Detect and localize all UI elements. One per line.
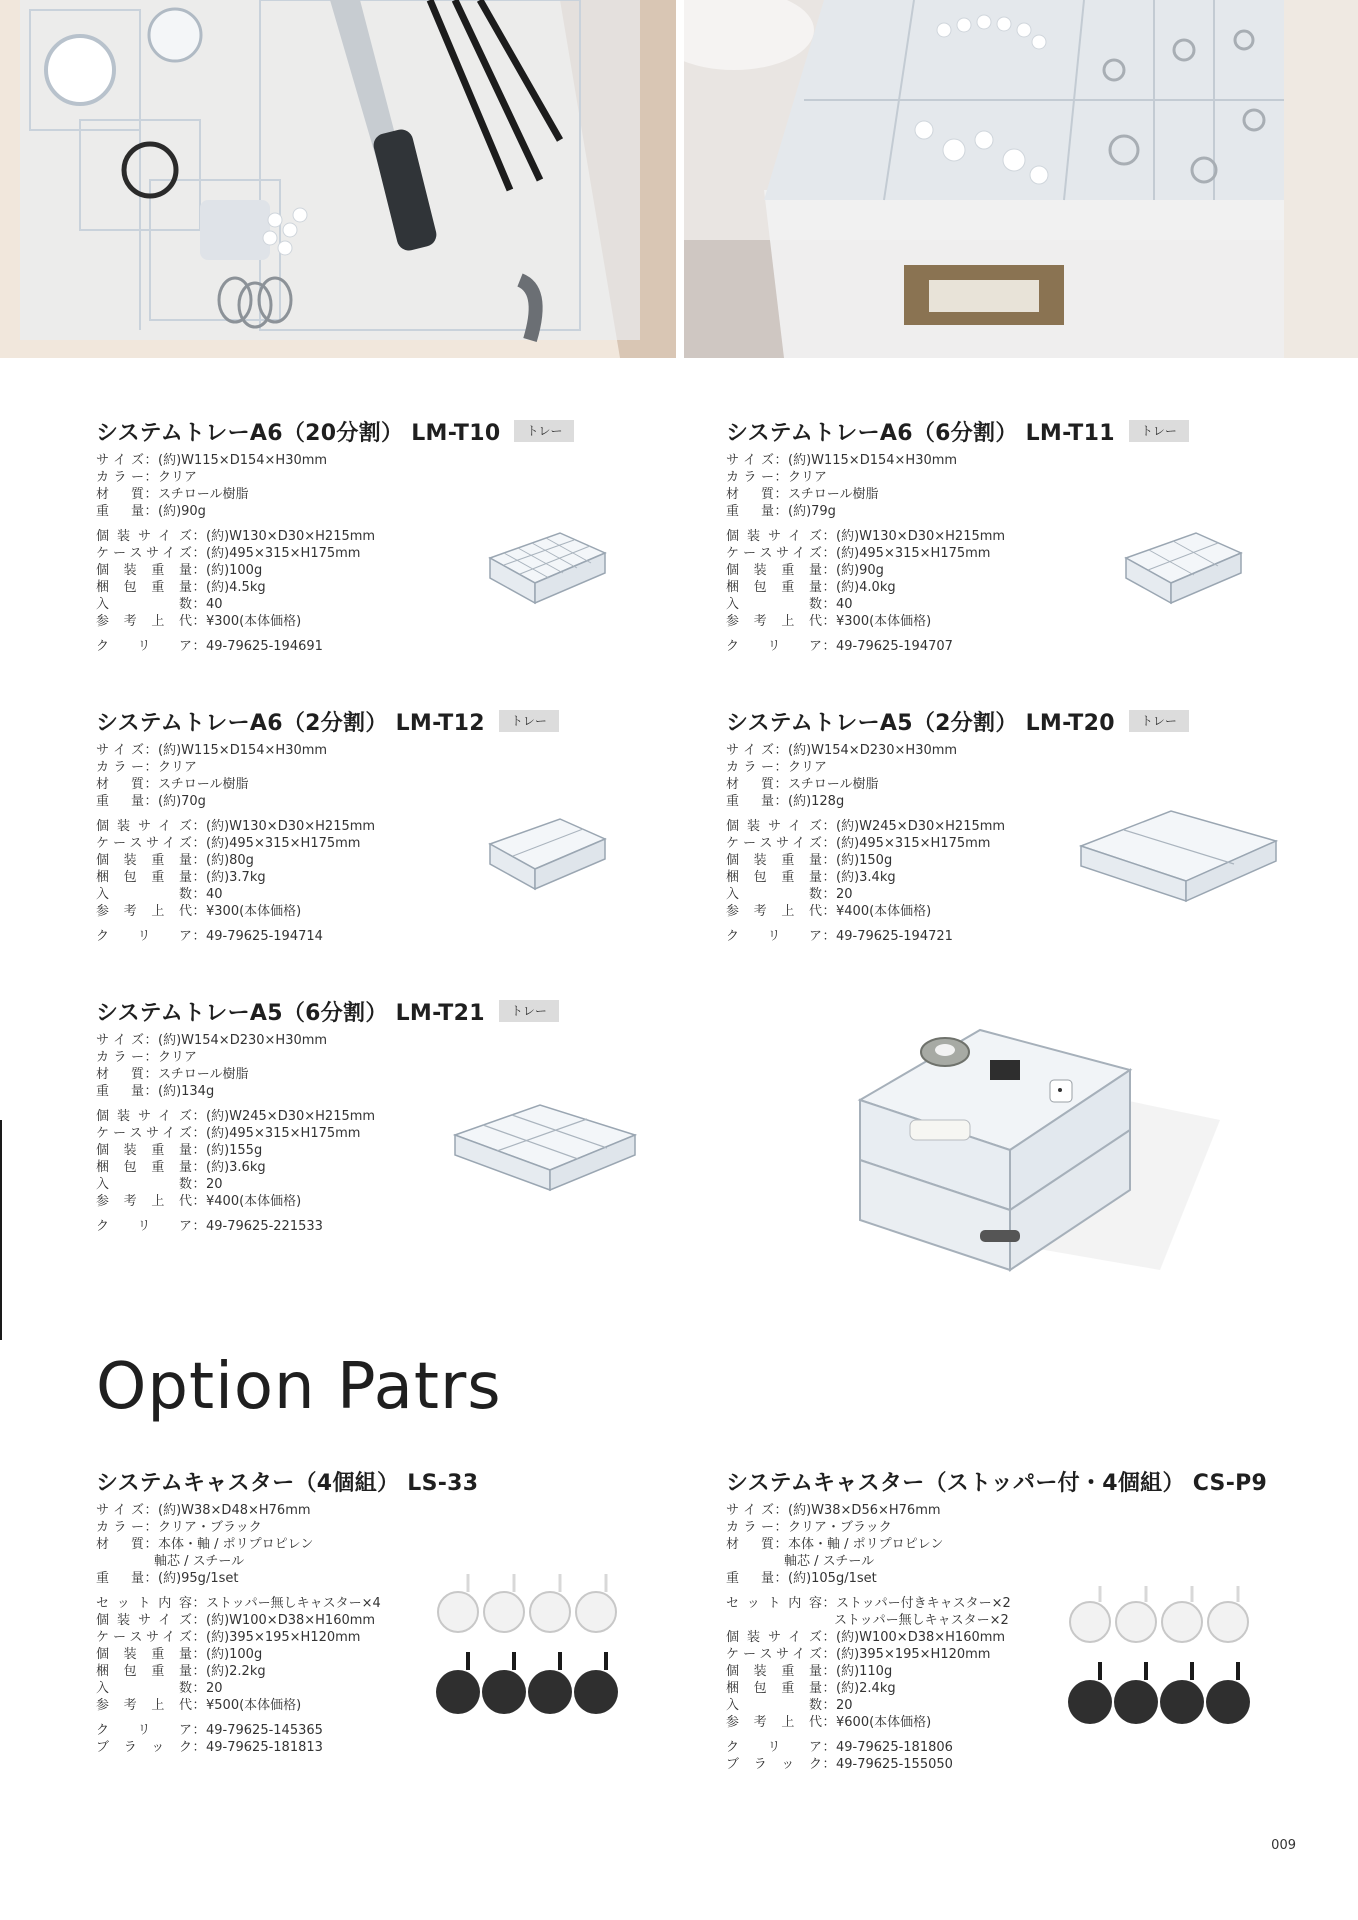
jan-code: 49-79625-181806 [836,1740,953,1755]
pack-label: セット内容 [726,1596,822,1611]
spec-value: (約)128g [788,794,845,809]
spec-label: サイズ [96,743,144,758]
spec-label: サイズ [726,453,774,468]
spec-value: (約)105g/1set [788,1571,877,1586]
pack-value: (約)80g [206,853,254,868]
pack-label: 入数 [96,887,192,902]
pack-value: 20 [206,1177,223,1192]
pack-label: ケースサイズ [96,836,192,851]
jan-code: 49-79625-145365 [206,1723,323,1738]
jan-label: ブラック [96,1740,192,1755]
pack-label: 参考上代 [96,614,192,629]
pack-value: (約)495×315×H175mm [836,836,991,851]
pack-value: 20 [836,887,853,902]
jan-label: クリア [96,1219,192,1234]
spec-value: (約)W38×D48×H76mm [158,1503,311,1518]
pack-label: 個装サイズ [96,819,192,834]
pack-label: ケースサイズ [726,546,822,561]
pack-label: 参考上代 [726,1715,822,1730]
spec-label: 重 量 [96,1084,144,1099]
spec-value: クリア・ブラック [158,1520,262,1535]
pack-value: (約)495×315×H175mm [206,836,361,851]
pack-label: 梱包重量 [726,580,822,595]
spec-label: カラー [96,760,144,775]
jan-code: 49-79625-194707 [836,639,953,654]
pack-label: ケースサイズ [726,836,822,851]
pack-value: (約)495×315×H175mm [206,1126,361,1141]
product-title: システムキャスター（ストッパー付・4個組） CS-P9 [726,1470,1268,1496]
spec-value: 軸芯 / スチール [784,1554,875,1569]
pack-value: ¥400(本体価格) [836,904,932,919]
pack-value: ストッパー無しキャスター×2 [834,1613,1009,1628]
stationery-drawer-image [0,0,676,358]
pack-value: (約)4.5kg [206,580,266,595]
spec-label: サイズ [96,1503,144,1518]
pack-value: (約)150g [836,853,893,868]
spec-label: カラー [96,470,144,485]
spec-value: スチロール樹脂 [158,487,249,502]
pack-label: 個装重量 [96,1143,192,1158]
pack-value: ¥300(本体価格) [836,614,932,629]
pack-label: 梱包重量 [96,580,192,595]
jewelry-drawer-image [684,0,1358,358]
pack-value: (約)W130×D30×H215mm [206,819,376,834]
spec-label: カラー [96,1050,144,1065]
pack-label: 梱包重量 [96,1664,192,1679]
jan-code: 49-79625-194714 [206,929,323,944]
spec-value: (約)W38×D56×H76mm [788,1503,941,1518]
spec-value: クリア [158,470,198,485]
pack-value: (約)3.4kg [836,870,896,885]
spec-list: サイズ ： (約)W115×D154×H30mm カラー ： クリア 材 質 ： スチロール樹脂 重 量 ： (約)90g 個装サイズ ： (約)W130×D30×H215mm ケースサイズ ： (約)495×315×H175mm 個装重量 ： (約)100g 梱包重量 ： (約)4.5kg 入数 ： 40 参考上代 ： ¥300(本体価格) クリア ： 49-79625-194691 [96,453,376,654]
pack-value: (約)3.7kg [206,870,266,885]
pack-label: 個装重量 [96,1647,192,1662]
pack-label: セット内容 [96,1596,192,1611]
product-title: システムトレーA6（6分割） LM-T11 [726,420,1115,446]
pack-label: 入数 [96,597,192,612]
pack-label: ケースサイズ [96,546,192,561]
pack-value: (約)2.2kg [206,1664,266,1679]
spec-label: 重 量 [726,504,774,519]
spec-value: 本体・軸 / ポリプロピレン [158,1537,314,1552]
pack-value: 40 [206,887,223,902]
spec-label: サイズ [96,1033,144,1048]
pack-value: ¥300(本体価格) [206,904,302,919]
pack-value: 20 [206,1681,223,1696]
spec-list: サイズ ： (約)W154×D230×H30mm カラー ： クリア 材 質 ： スチロール樹脂 重 量 ： (約)128g 個装サイズ ： (約)W245×D30×H215mm ケースサイズ ： (約)495×315×H175mm 個装重量 ： (約)150g 梱包重量 ： (約)3.4kg 入数 ： 20 参考上代 ： ¥400(本体価格) クリア ： 49-79625-194721 [726,743,1006,944]
pack-label: 梱包重量 [96,1160,192,1175]
pack-value: ¥400(本体価格) [206,1194,302,1209]
spec-list: サイズ ： (約)W115×D154×H30mm カラー ： クリア 材 質 ： スチロール樹脂 重 量 ： (約)79g 個装サイズ ： (約)W130×D30×H215mm ケースサイズ ： (約)495×315×H175mm 個装重量 ： (約)90g 梱包重量 ： (約)4.0kg 入数 ： 40 参考上代 ： ¥300(本体価格) クリア ： 49-79625-194707 [726,453,1006,654]
drawer-photo-right [684,0,1358,358]
spec-label: 重 量 [96,504,144,519]
pack-label: 入数 [726,887,822,902]
pack-label: 個装重量 [726,1664,822,1679]
margin-rule [0,1120,2,1340]
section-title: Option Patrs [96,1350,502,1424]
tray-2-grid-image [480,814,610,892]
pack-value: (約)W100×D38×H160mm [206,1613,376,1628]
pack-value: ストッパー付きキャスター×2 [836,1596,1011,1611]
stacked-trays-image [830,1010,1230,1280]
pack-label: 参考上代 [96,1698,192,1713]
pack-label: 個装サイズ [96,1613,192,1628]
pack-label: ケースサイズ [726,1647,822,1662]
pack-value: (約)2.4kg [836,1681,896,1696]
spec-value: スチロール樹脂 [788,487,879,502]
spec-value: スチロール樹脂 [788,777,879,792]
jan-code: 49-79625-194691 [206,639,323,654]
category-tag: トレー [499,710,559,732]
pack-label: 参考上代 [96,904,192,919]
product-title: システムトレーA6（2分割） LM-T12 [96,710,485,736]
spec-value: (約)W115×D154×H30mm [158,743,328,758]
pack-label: 個装サイズ [726,1630,822,1645]
jan-label: ブラック [726,1757,822,1772]
pack-label: 個装サイズ [726,819,822,834]
spec-list: サイズ ： (約)W38×D48×H76mm カラー ： クリア・ブラック 材 質 ： 本体・軸 / ポリプロピレン 軸芯 / スチール 重 量 ： (約)95g/1set セット内容 ： ストッパー無しキャスター×4 個装サイズ ： (約)W100×D38×H160mm ケースサイズ ： (約)395×195×H120mm 個装重量 ： (約)100g 梱包重量 ： (約)2.2kg 入数 ： 20 参考上代 ： ¥500(本体価格) クリア ： 49-79625-145365 ブラック ： 49-79625-181813 [96,1503,381,1755]
spec-label: 重 量 [726,794,774,809]
spec-value: 軸芯 / スチール [154,1554,245,1569]
pack-value: (約)495×315×H175mm [206,546,361,561]
pack-value: (約)155g [206,1143,263,1158]
spec-list: サイズ ： (約)W38×D56×H76mm カラー ： クリア・ブラック 材 質 ： 本体・軸 / ポリプロピレン 軸芯 / スチール 重 量 ： (約)105g/1set セット内容 ： ストッパー付きキャスター×2 ストッパー無しキャスター×2 個装サイズ ： (約)W100×D38×H160mm ケースサイズ ： (約)395×195×H120mm 個装重量 ： (約)110g 梱包重量 ： (約)2.4kg 入数 ： 20 参考上代 ： ¥600(本体価格) クリア ： 49-79625-181806 ブラック ： 49-79625-155050 [726,1503,1011,1772]
pack-value: (約)395×195×H120mm [206,1630,361,1645]
spec-value: (約)90g [158,504,206,519]
pack-value: (約)W130×D30×H215mm [836,529,1006,544]
jan-label: クリア [726,1740,822,1755]
category-tag: トレー [499,1000,559,1022]
jan-code: 49-79625-221533 [206,1219,323,1234]
jan-code: 49-79625-181813 [206,1740,323,1755]
pack-label: 入数 [96,1681,192,1696]
spec-label: 材 質 [96,1067,144,1082]
pack-label: 梱包重量 [96,870,192,885]
pack-label: 個装重量 [726,563,822,578]
pack-label: 個装重量 [96,853,192,868]
pack-label: 参考上代 [726,904,822,919]
pack-label: 参考上代 [726,614,822,629]
category-tag: トレー [514,420,574,442]
pack-label: ケースサイズ [96,1630,192,1645]
spec-value: スチロール樹脂 [158,1067,249,1082]
tray-a5-6-grid-image [450,1100,640,1194]
spec-value: (約)134g [158,1084,215,1099]
category-tag: トレー [1129,710,1189,732]
pack-value: (約)90g [836,563,884,578]
pack-value: (約)W245×D30×H215mm [206,1109,376,1124]
pack-value: ストッパー無しキャスター×4 [206,1596,381,1611]
pack-value: (約)W100×D38×H160mm [836,1630,1006,1645]
stopper-caster-set-image [1064,1582,1260,1742]
page-number: 009 [1271,1838,1296,1853]
spec-value: (約)W154×D230×H30mm [788,743,958,758]
jan-code: 49-79625-194721 [836,929,953,944]
jan-label: クリア [96,1723,192,1738]
pack-label: 梱包重量 [726,870,822,885]
pack-label: 個装重量 [726,853,822,868]
spec-value: (約)95g/1set [158,1571,239,1586]
jan-label: クリア [726,639,822,654]
spec-label: 材 質 [726,487,774,502]
spec-label: 材 質 [96,777,144,792]
pack-label: 個装サイズ [726,529,822,544]
spec-value: (約)W154×D230×H30mm [158,1033,328,1048]
pack-value: 20 [836,1698,853,1713]
spec-list: サイズ ： (約)W154×D230×H30mm カラー ： クリア 材 質 ： スチロール樹脂 重 量 ： (約)134g 個装サイズ ： (約)W245×D30×H215mm ケースサイズ ： (約)495×315×H175mm 個装重量 ： (約)155g 梱包重量 ： (約)3.6kg 入数 ： 20 参考上代 ： ¥400(本体価格) クリア ： 49-79625-221533 [96,1033,376,1234]
pack-value: (約)495×315×H175mm [836,546,991,561]
spec-value: クリア [158,1050,198,1065]
product-title: システムトレーA5（2分割） LM-T20 [726,710,1115,736]
spec-value: クリア・ブラック [788,1520,892,1535]
spec-value: 本体・軸 / ポリプロピレン [788,1537,944,1552]
pack-value: ¥300(本体価格) [206,614,302,629]
spec-list: サイズ ： (約)W115×D154×H30mm カラー ： クリア 材 質 ： スチロール樹脂 重 量 ： (約)70g 個装サイズ ： (約)W130×D30×H215mm ケースサイズ ： (約)495×315×H175mm 個装重量 ： (約)80g 梱包重量 ： (約)3.7kg 入数 ： 40 参考上代 ： ¥300(本体価格) クリア ： 49-79625-194714 [96,743,376,944]
spec-label: 重 量 [726,1571,774,1586]
product-title: システムトレーA6（20分割） LM-T10 [96,420,501,446]
pack-label: 個装重量 [96,563,192,578]
drawer-photo-left [0,0,676,358]
pack-value: ¥500(本体価格) [206,1698,302,1713]
caster-set-image [432,1562,628,1722]
spec-label: 重 量 [96,1571,144,1586]
pack-value: (約)W130×D30×H215mm [206,529,376,544]
spec-label: サイズ [726,743,774,758]
spec-label: カラー [726,1520,774,1535]
spec-value: スチロール樹脂 [158,777,249,792]
spec-label: カラー [726,760,774,775]
pack-value: (約)W245×D30×H215mm [836,819,1006,834]
spec-label: サイズ [96,453,144,468]
pack-value: 40 [836,597,853,612]
pack-value: (約)395×195×H120mm [836,1647,991,1662]
jan-code: 49-79625-155050 [836,1757,953,1772]
spec-value: (約)79g [788,504,836,519]
tray-6-grid-image [1116,528,1246,606]
pack-label: 入数 [726,1698,822,1713]
pack-value: (約)100g [206,563,263,578]
product-title: システムキャスター（4個組） LS-33 [96,1470,479,1496]
jan-label: クリア [726,929,822,944]
jan-label: クリア [96,929,192,944]
spec-label: 材 質 [96,487,144,502]
pack-label: 入数 [96,1177,192,1192]
spec-label: 材 質 [726,777,774,792]
tray-a5-2-grid-image [1076,806,1282,906]
spec-label: 重 量 [96,794,144,809]
spec-label: カラー [96,1520,144,1535]
pack-value: (約)100g [206,1647,263,1662]
pack-label: 参考上代 [96,1194,192,1209]
pack-label: ケースサイズ [96,1126,192,1141]
pack-value: (約)4.0kg [836,580,896,595]
spec-value: (約)W115×D154×H30mm [158,453,328,468]
pack-label: 入数 [726,597,822,612]
spec-value: (約)70g [158,794,206,809]
pack-label: 個装サイズ [96,529,192,544]
spec-value: クリア [158,760,198,775]
pack-label: 個装サイズ [96,1109,192,1124]
pack-value: (約)110g [836,1664,893,1679]
pack-value: (約)3.6kg [206,1160,266,1175]
spec-value: クリア [788,470,828,485]
pack-value: 40 [206,597,223,612]
spec-label: 材 質 [96,1537,144,1552]
spec-value: (約)W115×D154×H30mm [788,453,958,468]
product-title: システムトレーA5（6分割） LM-T21 [96,1000,485,1026]
spec-label: カラー [726,470,774,485]
category-tag: トレー [1129,420,1189,442]
spec-label: サイズ [726,1503,774,1518]
spec-label: 材 質 [726,1537,774,1552]
spec-value: クリア [788,760,828,775]
tray-20-grid-image [480,528,610,606]
pack-label: 梱包重量 [726,1681,822,1696]
pack-value: ¥600(本体価格) [836,1715,932,1730]
jan-label: クリア [96,639,192,654]
